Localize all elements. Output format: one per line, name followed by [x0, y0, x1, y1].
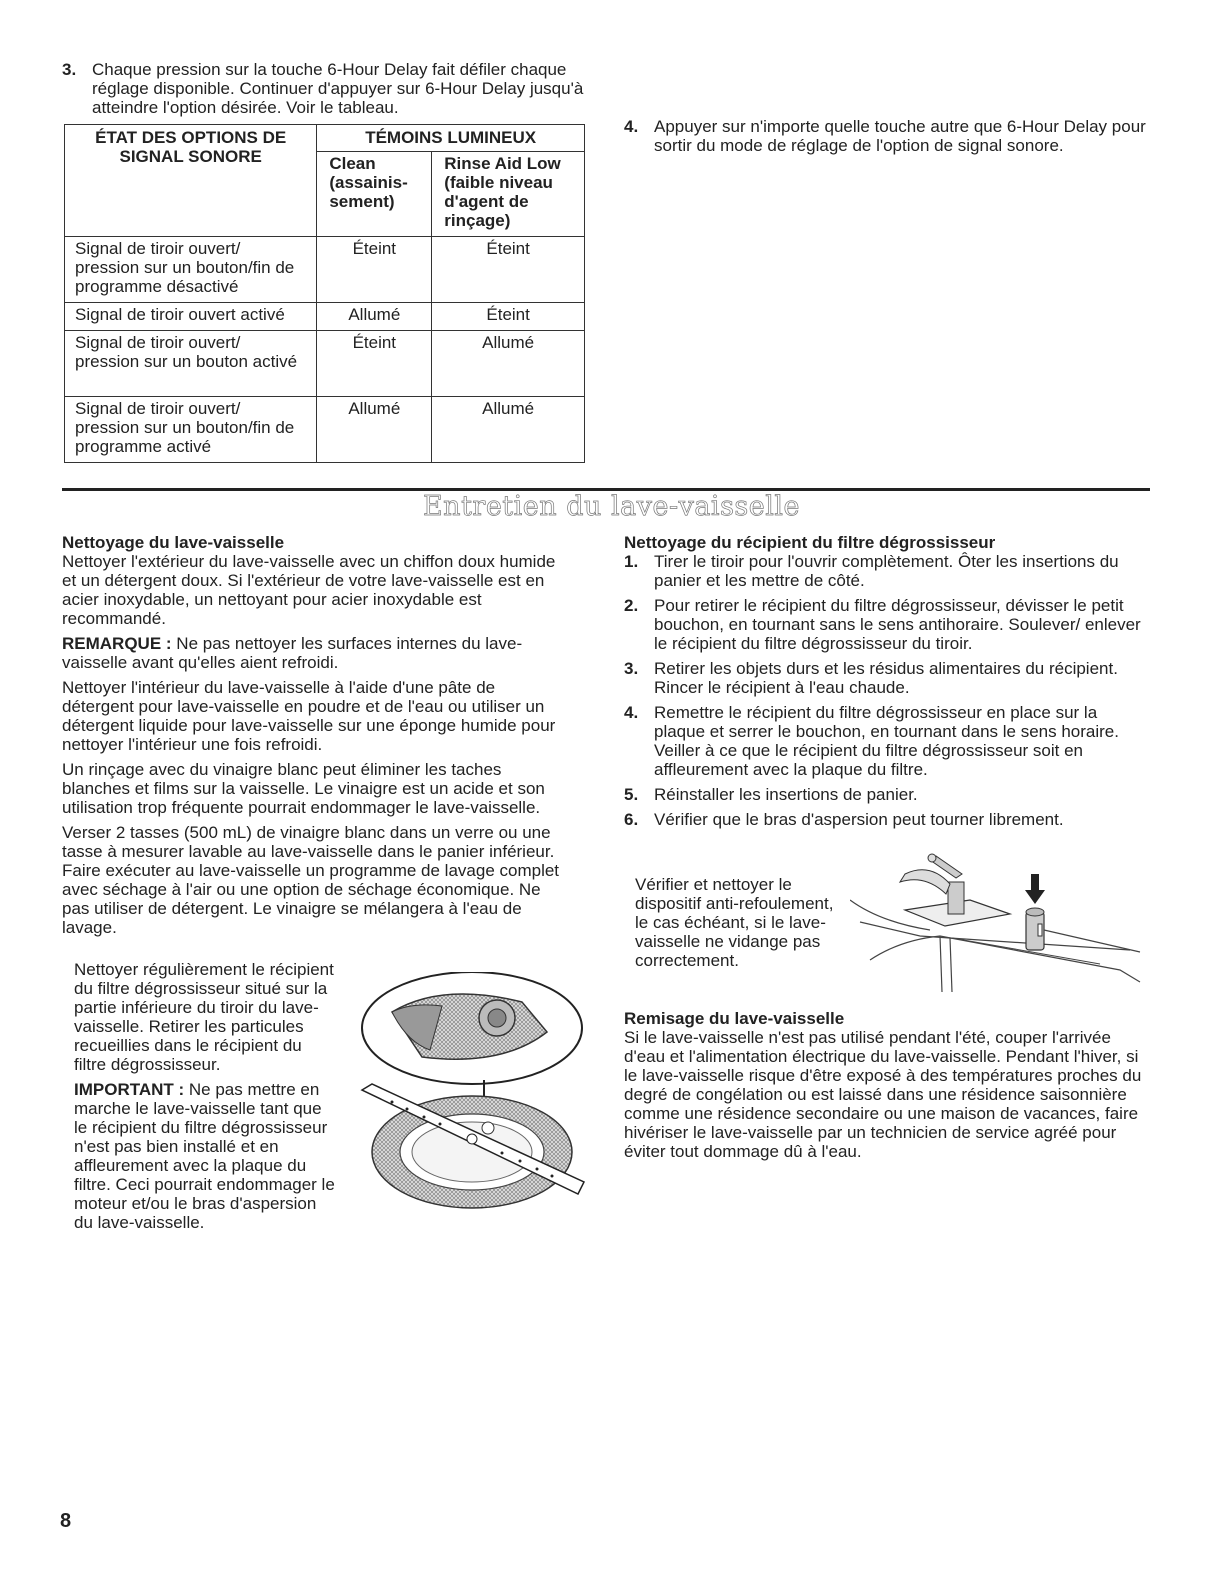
- note-label: REMARQUE :: [62, 634, 172, 653]
- col-header-clean: Clean (assainis-sement): [317, 152, 432, 237]
- step-text: Pour retirer le récipient du filtre dégrossisseur, dévisser le petit bouchon, en tournant sans le sens antihoraire. Soulever/ enlever le récipient du filtre dégrossisseur du tiroir.: [654, 596, 1141, 653]
- important-note: [74, 1080, 336, 1232]
- cleaning-paragraph: Nettoyer l'extérieur du lave-vaisselle avec un chiffon doux humide et un détergent doux. Si l'extérieur de votre lave-vaisselle est en acier inoxydable, un nettoyant pour acier inoxydable est recommandé.: [62, 552, 556, 628]
- filter-step: [624, 785, 1146, 804]
- step-number: 3.: [624, 659, 639, 678]
- filter-note-block: [74, 960, 336, 1232]
- step-number: 2.: [624, 596, 639, 615]
- note-text: Ne pas nettoyer les surfaces internes du lave-vaisselle avant qu'elles aient refroidi.: [62, 634, 523, 672]
- filter-step: [624, 703, 1146, 779]
- step-text: Appuyer sur n'importe quelle touche autre que 6-Hour Delay pour sortir du mode de réglage de l'option de signal sonore.: [654, 117, 1146, 155]
- table-row: [65, 397, 585, 463]
- important-text: Ne pas mettre en marche le lave-vaisselle tant que le récipient du filtre dégrossisseur n'est pas bien installé et en affleurement avec la plaque du filtre. Ceci pourrait endommager le moteur et/ou le bras d'aspersion du lave-vaisselle.: [74, 1080, 335, 1232]
- clean-cell: Allumé: [317, 303, 432, 331]
- table-row: [65, 331, 585, 397]
- col-header-state: ÉTAT DES OPTIONS DE SIGNAL SONORE: [65, 125, 317, 237]
- table-row: [65, 237, 585, 303]
- cleaning-paragraph: Verser 2 tasses (500 mL) de vinaigre blanc dans un verre ou une tasse à mesurer lavable au lave-vaisselle dans le panier inférieur. Faire exécuter au lave-vaisselle un programme de lavage complet avec séchage à l'air ou une option de séchage économique. Ne pas utiliser de détergent. Le vinaigre se mélangera à l'eau de lavage.: [62, 823, 560, 937]
- state-cell: Signal de tiroir ouvert/ pression sur un bouton/fin de programme activé: [65, 397, 317, 463]
- sink-illustration: [850, 852, 1145, 992]
- step-text: Vérifier que le bras d'aspersion peut tourner librement.: [654, 810, 1064, 829]
- step-3: [62, 60, 622, 117]
- rinse-cell: Éteint: [432, 237, 585, 303]
- col-header-rinse: Rinse Aid Low (faible niveau d'agent de rinçage): [432, 152, 585, 237]
- antiback-text: Vérifier et nettoyer le dispositif anti-refoulement, le cas échéant, si le lave-vaisselle ne vidange pas correctement.: [635, 875, 834, 970]
- filter-section: [624, 533, 1146, 829]
- cleaning-paragraph: Un rinçage avec du vinaigre blanc peut éliminer les taches blanches et films sur la vaisselle. Le vinaigre est un acide et son utilisation trop fréquente pourrait endommager le lave-vaisselle.: [62, 760, 545, 817]
- step-number: 3.: [62, 60, 77, 79]
- clean-cell: Éteint: [317, 331, 432, 397]
- step-number: 4.: [624, 117, 639, 136]
- group-header-indicators: TÉMOINS LUMINEUX: [317, 125, 585, 152]
- filter-step: [624, 552, 1146, 590]
- filter-step: [624, 596, 1146, 653]
- step-4: [624, 117, 1174, 155]
- storage-heading: Remisage du lave-vaisselle: [624, 1009, 845, 1028]
- signal-options-table: [64, 124, 585, 463]
- rinse-cell: Éteint: [432, 303, 585, 331]
- state-cell: Signal de tiroir ouvert/ pression sur un bouton activé: [65, 331, 317, 397]
- step-number: 6.: [624, 810, 639, 829]
- page-number: 8: [60, 1510, 72, 1532]
- step-text: Réinstaller les insertions de panier.: [654, 785, 918, 804]
- filter-illustration: [352, 972, 592, 1212]
- storage-section: [624, 1009, 1146, 1161]
- rinse-cell: Allumé: [432, 397, 585, 463]
- storage-text: Si le lave-vaisselle n'est pas utilisé pendant l'été, couper l'arrivée d'eau et l'alimentation électrique du lave-vaisselle. Pendant l'hiver, si le lave-vaisselle risque d'être exposé à des températures proches du degré de congélation ou est laissé dans une résidence saisonnière comme une résidence secondaire ou une maison de vacances, faire hivériser le lave-vaisselle par un technicien de service agréé pour éviter tout dommage dû à l'eau.: [624, 1028, 1142, 1161]
- step-number: 5.: [624, 785, 639, 804]
- important-label: IMPORTANT :: [74, 1080, 185, 1099]
- cleaning-section: [62, 533, 562, 937]
- step-number: 4.: [624, 703, 639, 722]
- state-cell: Signal de tiroir ouvert activé: [65, 303, 317, 331]
- filter-heading: Nettoyage du récipient du filtre dégrossisseur: [624, 533, 996, 552]
- table-row: [65, 303, 585, 331]
- step-text: Remettre le récipient du filtre dégrossisseur en place sur la plaque et serrer le bouchon, en tournant dans le sens horaire. Veiller à ce que le récipient du filtre dégrossisseur soit en affleurement avec la plaque du filtre.: [654, 703, 1119, 779]
- filter-cleaning-paragraph: Nettoyer régulièrement le récipient du filtre dégrossisseur situé sur la partie inférieure du tiroir du lave-vaisselle. Retirer les particules recueillies dans le récipient du filtre dégrossisseur.: [74, 960, 334, 1074]
- filter-step: [624, 659, 1146, 697]
- antiback-note: [635, 875, 835, 970]
- cleaning-heading: Nettoyage du lave-vaisselle: [62, 533, 285, 552]
- clean-cell: Éteint: [317, 237, 432, 303]
- cleaning-paragraph: Nettoyer l'intérieur du lave-vaisselle à l'aide d'une pâte de détergent pour lave-vaisselle en poudre et de l'eau ou utiliser un détergent liquide pour lave-vaisselle sur une éponge humide pour nettoyer l'intérieur une fois refroidi.: [62, 678, 556, 754]
- section-title: Entretien du lave-vaisselle: [422, 491, 801, 522]
- state-cell: Signal de tiroir ouvert/ pression sur un bouton/fin de programme désactivé: [65, 237, 317, 303]
- step-text: Chaque pression sur la touche 6-Hour Delay fait défiler chaque réglage disponible. Continuer d'appuyer sur 6-Hour Delay jusqu'à atteindre l'option désirée. Voir le tableau.: [92, 60, 584, 117]
- cleaning-note: [62, 634, 562, 672]
- step-number: 1.: [624, 552, 639, 571]
- filter-step: [624, 810, 1146, 829]
- step-text: Retirer les objets durs et les résidus alimentaires du récipient. Rincer le récipient à l'eau chaude.: [654, 659, 1118, 697]
- rinse-cell: Allumé: [432, 331, 585, 397]
- step-text: Tirer le tiroir pour l'ouvrir complètement. Ôter les insertions du panier et les mettre de côté.: [654, 552, 1119, 590]
- clean-cell: Allumé: [317, 397, 432, 463]
